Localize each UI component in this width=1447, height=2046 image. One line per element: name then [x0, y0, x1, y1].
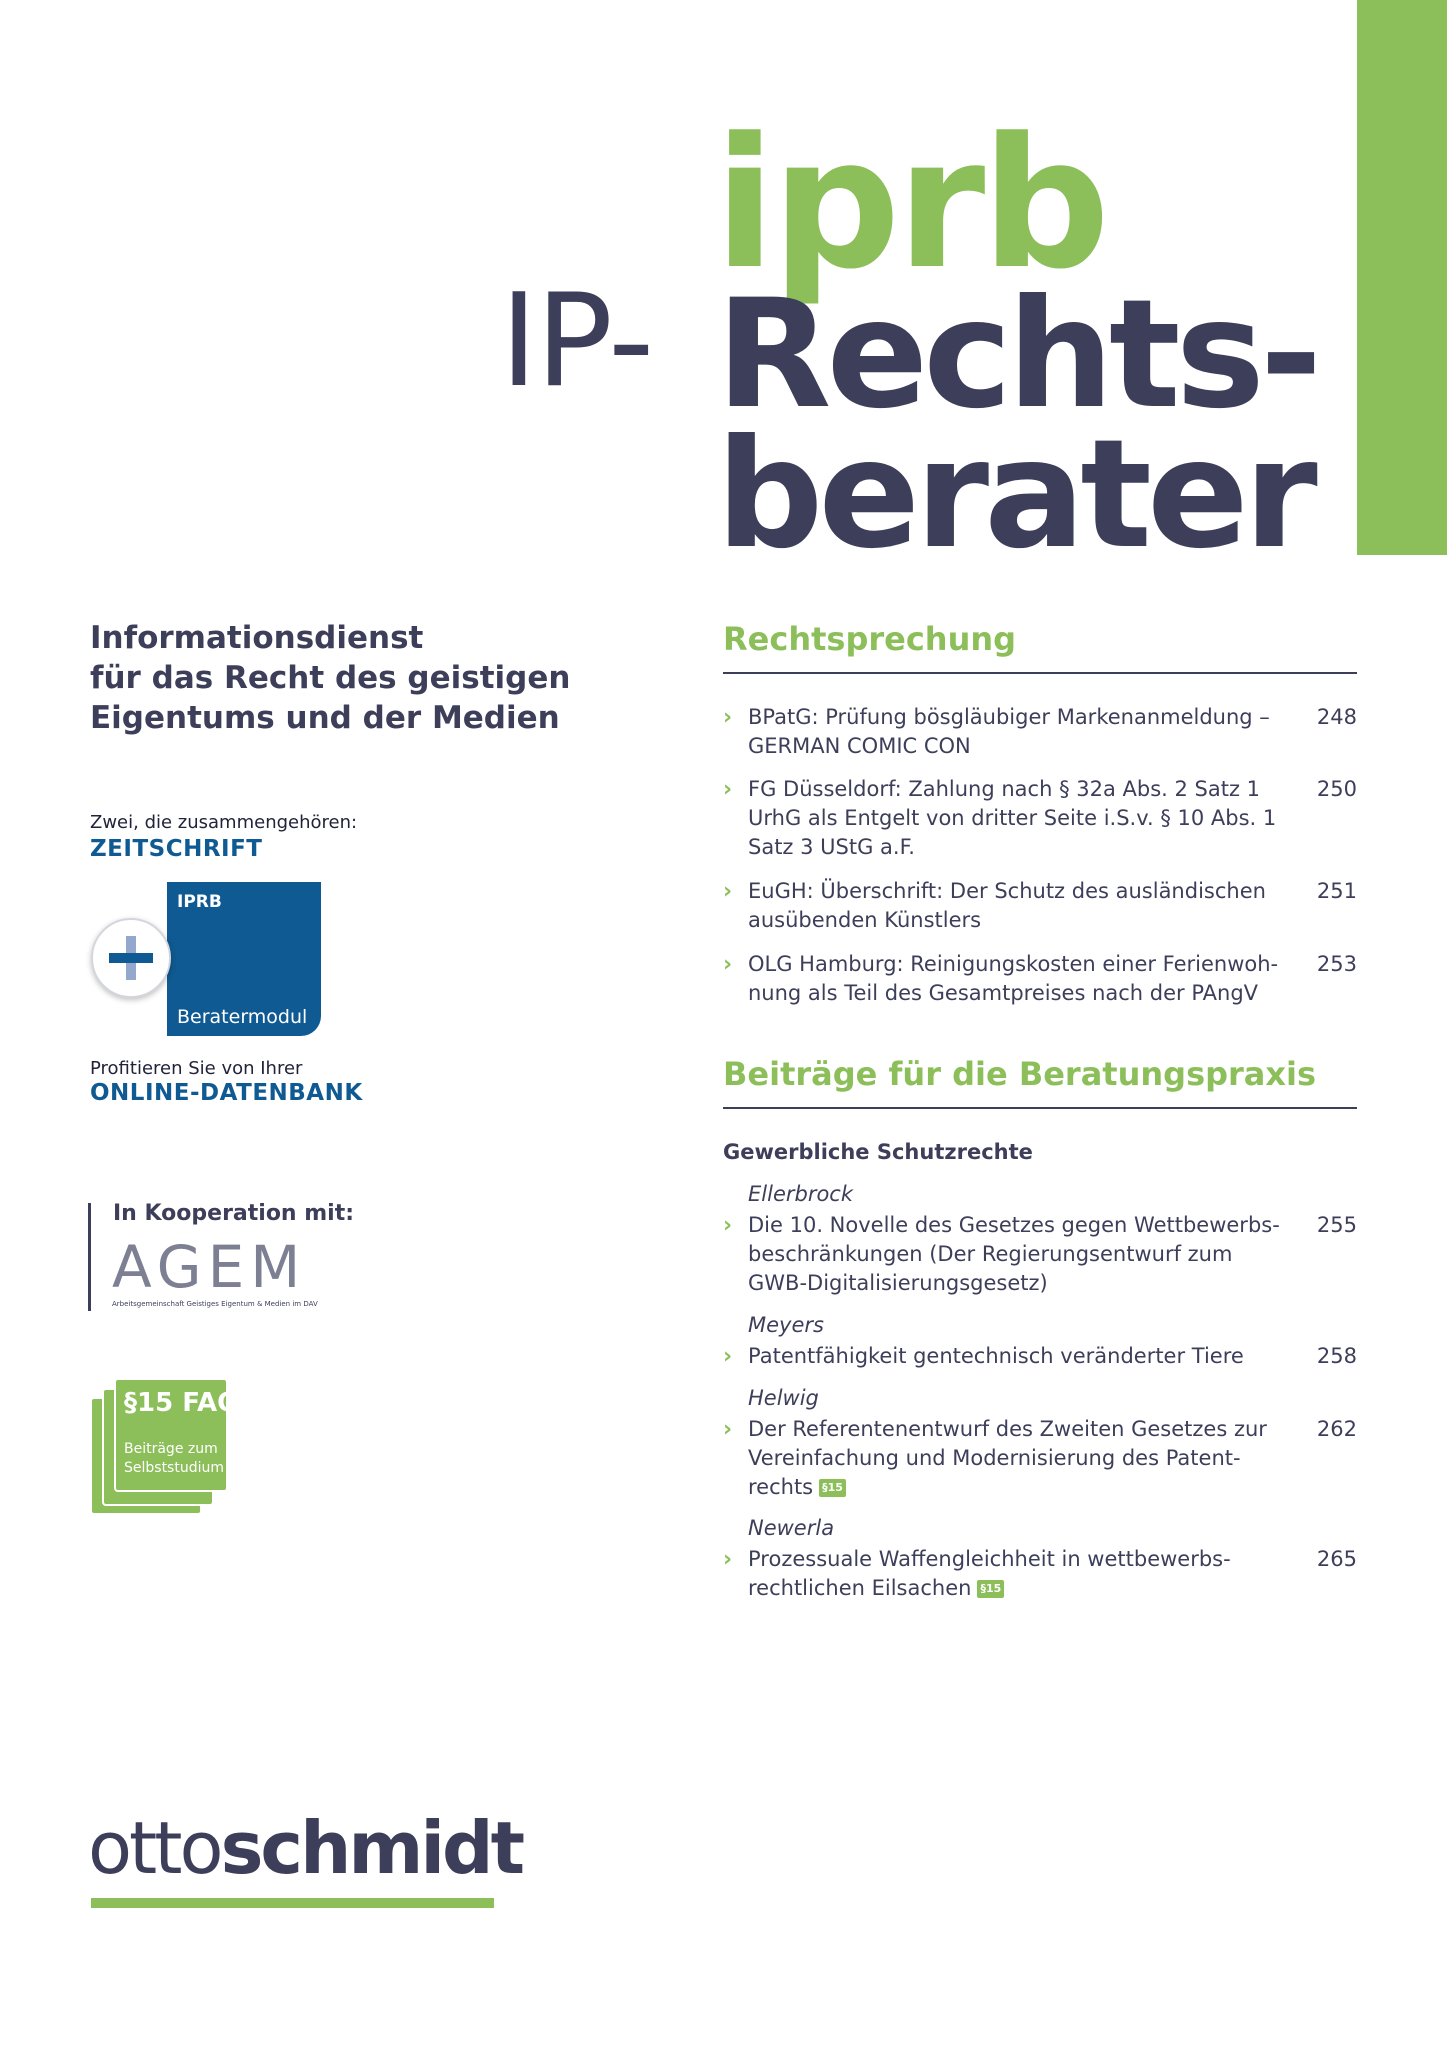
- toc-page-number: 251: [1316, 879, 1357, 903]
- toc-author: Helwig: [748, 1386, 819, 1410]
- toc-entry-line: GWB-Digitalisierungsgesetz): [748, 1271, 1048, 1295]
- toc-page-number: 258: [1316, 1344, 1357, 1368]
- datenbank-value: ONLINE-DATENBANK: [90, 1080, 363, 1106]
- toc-entry-line: ausübenden Künstlers: [748, 908, 982, 932]
- zeitschrift-value: ZEITSCHRIFT: [90, 836, 263, 862]
- toc-entry-line: Prozessuale Waffengleichheit in wettbewerbs-: [748, 1547, 1231, 1571]
- toc-page-number: 265: [1316, 1547, 1357, 1571]
- toc-author: Ellerbrock: [748, 1182, 854, 1206]
- section-title-beitraege: Beiträge für die Beratungspraxis: [723, 1055, 1317, 1093]
- toc-entry-line: Satz 3 UStG a.F.: [748, 835, 915, 859]
- toc-entry-line: [748, 1574, 1268, 1603]
- toc-page-number: 253: [1316, 952, 1357, 976]
- beratermodul-badge: [167, 882, 321, 1036]
- chevron-right-icon: ›: [723, 952, 733, 977]
- zeitschrift-label: Zwei, die zusammengehören:: [90, 812, 358, 833]
- toc-entry-line-text: rechtlichen Eilsachen: [748, 1576, 972, 1600]
- toc-entry-line: [748, 1473, 1268, 1502]
- toc-page-number: 250: [1316, 777, 1357, 801]
- fao-badge-icon: §15: [819, 1479, 846, 1497]
- publisher-underline: [91, 1898, 494, 1908]
- chevron-right-icon: ›: [723, 1344, 733, 1369]
- section-rule: [723, 672, 1357, 674]
- chevron-right-icon: ›: [723, 1417, 733, 1442]
- toc-entry-line: GERMAN COMIC CON: [748, 734, 971, 758]
- subsection-title: Gewerbliche Schutzrechte: [723, 1140, 1033, 1164]
- agem-subtitle: Arbeitsgemeinschaft Geistiges Eigentum & Medien im DAV: [112, 1300, 318, 1308]
- publisher-logo: [88, 1806, 523, 1890]
- toc-author: Meyers: [748, 1313, 824, 1337]
- masthead-line2: berater: [716, 408, 1313, 582]
- toc-page-number: 248: [1316, 705, 1357, 729]
- section-rule: [723, 1107, 1357, 1109]
- chevron-right-icon: ›: [723, 777, 733, 802]
- toc-entry-line: UrhG als Entgelt von dritter Seite i.S.v. § 10 Abs. 1: [748, 806, 1277, 830]
- beratermodul-bottom-label: Beratermodul: [177, 1006, 308, 1028]
- fao-badge-icon: §15: [977, 1580, 1004, 1598]
- toc-entry-line: OLG Hamburg: Reinigungskosten einer Ferienwoh-: [748, 952, 1279, 976]
- toc-entry-line-text: rechts: [748, 1475, 814, 1499]
- toc-entry-line: Vereinfachung und Modernisierung des Patent-: [748, 1446, 1241, 1470]
- tagline-line: Eigentums und der Medien: [90, 700, 560, 736]
- publisher-logo-part1: otto: [88, 1806, 221, 1890]
- toc-entry-line: Der Referentenentwurf des Zweiten Gesetzes zur: [748, 1417, 1267, 1441]
- fao-title: §15 FAO: [124, 1388, 240, 1418]
- toc-author: Newerla: [748, 1516, 835, 1540]
- toc-entry-line: Patentfähigkeit gentechnisch veränderter Tiere: [748, 1344, 1244, 1368]
- beratermodul-top-label: IPRB: [177, 892, 222, 912]
- green-corner-bar: [1357, 0, 1447, 555]
- toc-entry-line: BPatG: Prüfung bösgläubiger Markenanmeldung –: [748, 705, 1270, 729]
- plus-icon: [91, 918, 171, 998]
- masthead-ip-prefix: IP-: [500, 267, 653, 416]
- tagline-line: Informationsdienst: [90, 620, 424, 656]
- chevron-right-icon: ›: [723, 1547, 733, 1572]
- toc-entry-line: nung als Teil des Gesamtpreises nach der PAngV: [748, 981, 1259, 1005]
- toc-entry-line: FG Düsseldorf: Zahlung nach § 32a Abs. 2 Satz 1: [748, 777, 1261, 801]
- toc-page-number: 255: [1316, 1213, 1357, 1237]
- toc-entry-line: beschränkungen (Der Regierungsentwurf zum: [748, 1242, 1233, 1266]
- agem-logo: AGEM: [112, 1233, 307, 1301]
- masthead-iprb: iprb: [714, 100, 1107, 309]
- tagline-line: für das Recht des geistigen: [90, 660, 571, 696]
- tagline: [90, 618, 571, 738]
- kooperation-label: In Kooperation mit:: [113, 1201, 355, 1226]
- masthead-line1: Rechts-: [716, 268, 1318, 442]
- toc-entry-line: EuGH: Überschrift: Der Schutz des ausländischen: [748, 879, 1266, 903]
- chevron-right-icon: ›: [723, 1213, 733, 1238]
- chevron-right-icon: ›: [723, 879, 733, 904]
- toc-entry-line: Die 10. Novelle des Gesetzes gegen Wettbewerbs-: [748, 1213, 1280, 1237]
- datenbank-label: Profitieren Sie von Ihrer: [90, 1058, 303, 1079]
- publisher-logo-part2: schmidt: [220, 1806, 523, 1890]
- section-title-rechtsprechung: Rechtsprechung: [723, 620, 1017, 658]
- chevron-right-icon: ›: [723, 705, 733, 730]
- fao-subtitle: Beiträge zum Selbststudium: [124, 1441, 225, 1476]
- kooperation-divider: [88, 1203, 91, 1311]
- toc-page-number: 262: [1316, 1417, 1357, 1441]
